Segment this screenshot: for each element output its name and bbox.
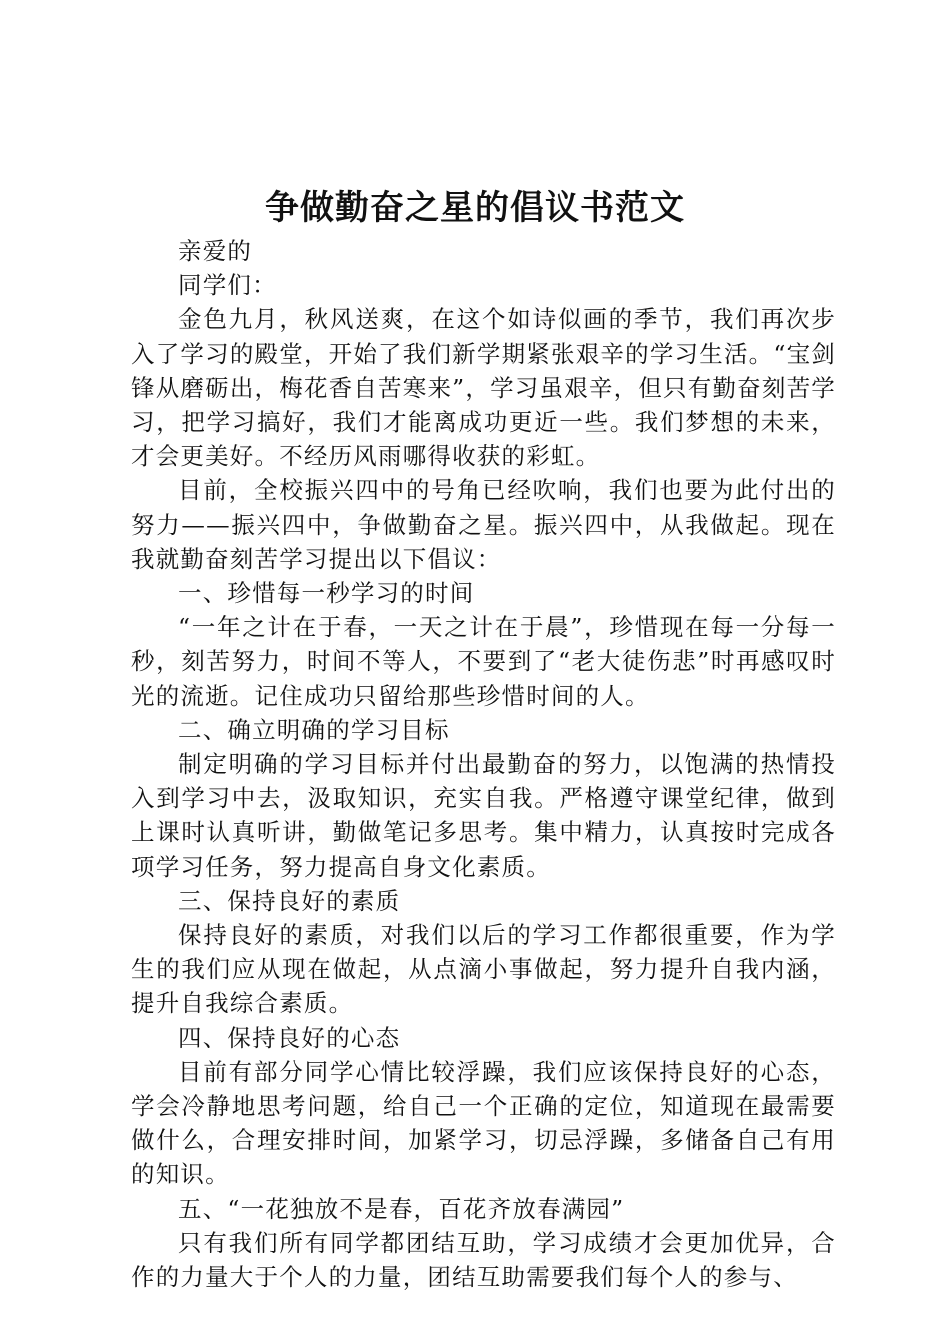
body-paragraph: 金色九月，秋风送爽，在这个如诗似画的季节，我们再次步入了学习的殿堂，开始了我们新学期紧张艰辛的学习生活。“宝剑锋从磨砺出，梅花香自苦寒来”，学习虽艰辛，但只有勤奋刻苦学习，把学习搞好，我们才能离成功更近一些。我们梦想的未来，才会更美好。不经历风雨哪得收获的彩虹。 bbox=[131, 305, 836, 471]
body-paragraph: 只有我们所有同学都团结互助，学习成绩才会更加优异，合作的力量大于个人的力量，团结互助需要我们每个人的参与、 bbox=[131, 1228, 836, 1292]
body-paragraph: 目前有部分同学心情比较浮躁，我们应该保持良好的心态，学会冷静地思考问题，给自己一个正确的定位，知道现在最需要做什么，合理安排时间，加紧学习，切忌浮躁，多储备自己有用的知识。 bbox=[131, 1057, 836, 1189]
section-heading: 五、“一花独放不是春，百花齐放春满园” bbox=[178, 1194, 625, 1223]
body-paragraph: 制定明确的学习目标并付出最勤奋的努力，以饱满的热情投入到学习中去，汲取知识，充实自我。严格遵守课堂纪律，做到上课时认真听讲，勤做笔记多思考。集中精力，认真按时完成各项学习任务，努力提高自身文化素质。 bbox=[131, 750, 836, 881]
salutation-line: 同学们： bbox=[178, 271, 277, 300]
section-heading: 一、珍惜每一秒学习的时间 bbox=[178, 579, 475, 608]
section-heading: 二、确立明确的学习目标 bbox=[178, 715, 450, 744]
salutation-line: 亲爱的 bbox=[178, 237, 253, 265]
body-paragraph: “一年之计在于春，一天之计在于晨”，珍惜现在每一分每一秒，刻苦努力，时间不等人，不要到了“老大徒伤悲”时再感叹时光的流逝。记住成功只留给那些珍惜时间的人。 bbox=[131, 613, 836, 710]
section-heading: 三、保持良好的素质 bbox=[178, 886, 401, 915]
section-heading: 四、保持良好的心态 bbox=[178, 1023, 401, 1052]
document-title: 争做勤奋之星的倡议书范文 bbox=[265, 188, 685, 228]
body-paragraph: 目前，全校振兴四中的号角已经吹响，我们也要为此付出的努力——振兴四中，争做勤奋之星。振兴四中，从我做起。现在我就勤奋刻苦学习提出以下倡议： bbox=[131, 476, 836, 573]
document-body bbox=[131, 234, 836, 1294]
body-paragraph: 保持良好的素质，对我们以后的学习工作都很重要，作为学生的我们应从现在做起，从点滴小事做起，努力提升自我内涵，提升自我综合素质。 bbox=[131, 921, 836, 1018]
